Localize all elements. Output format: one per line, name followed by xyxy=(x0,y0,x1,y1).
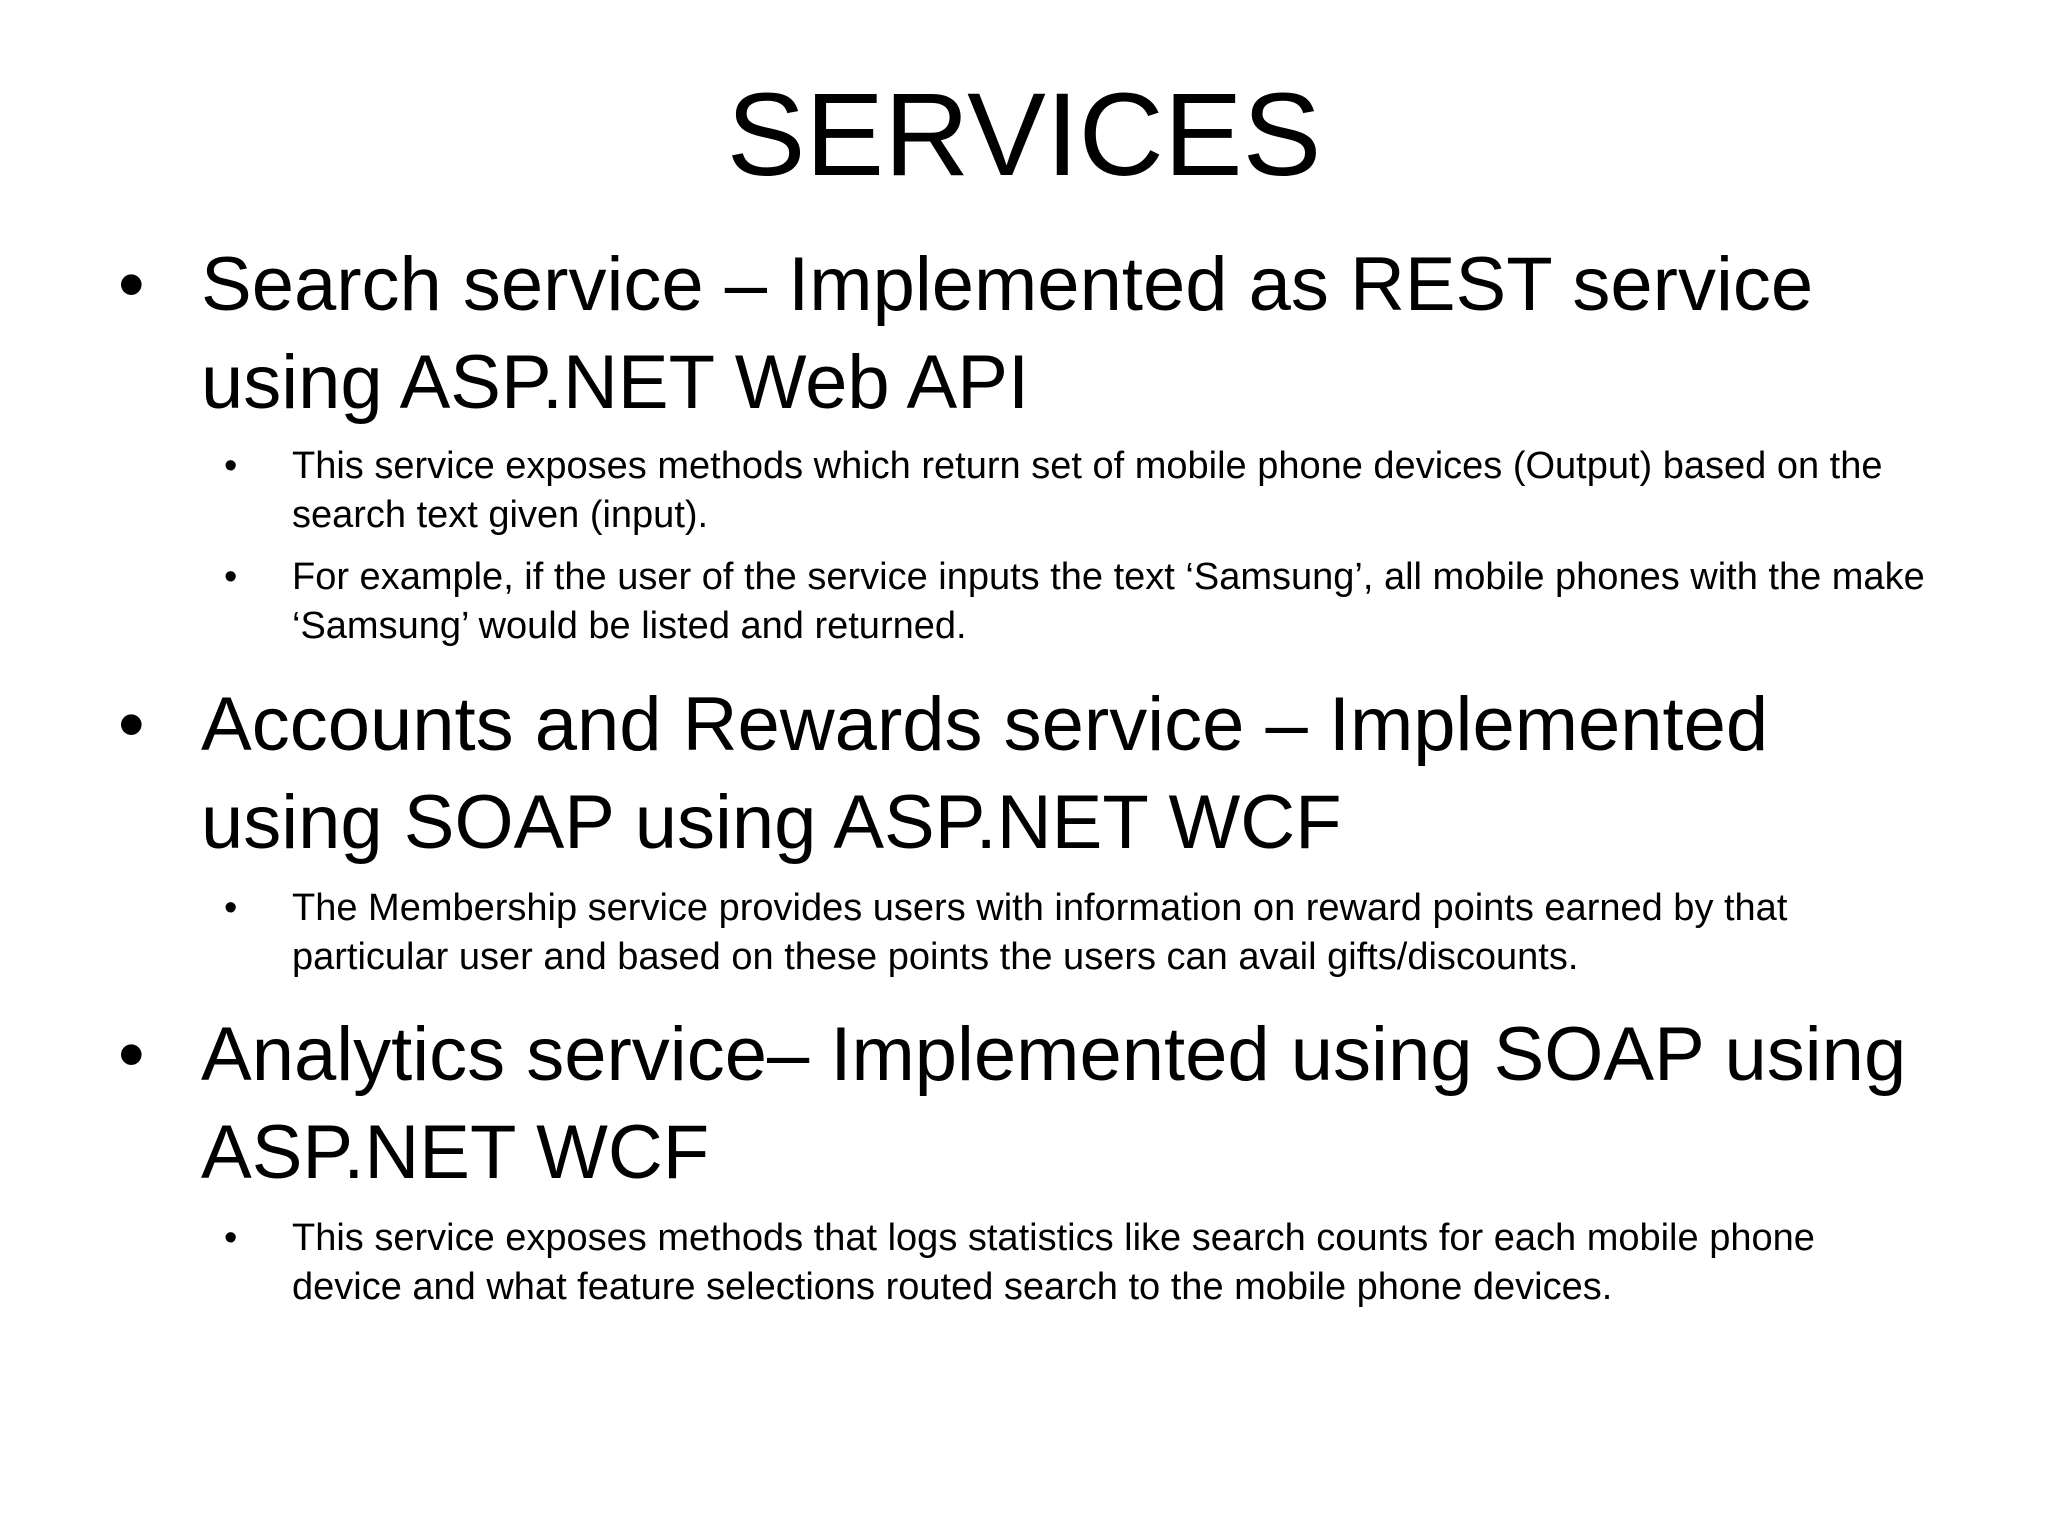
bullet-item-accounts-rewards-service xyxy=(118,676,1948,872)
bullet-icon: • xyxy=(118,1012,145,1097)
sub-bullet-text: This service exposes methods that logs statistics like search counts for each mobile phone device and what feature selections routed search to the mobile phone devices. xyxy=(292,1217,1815,1308)
slide-title: SERVICES xyxy=(726,69,1322,201)
bullet-item-search-service xyxy=(118,236,1948,432)
sub-bullet-icon: • xyxy=(224,445,238,487)
bullet-heading: Accounts and Rewards service – Implemented using SOAP using ASP.NET WCF xyxy=(201,682,1769,865)
bullet-heading: Search service – Implemented as REST service using ASP.NET Web API xyxy=(201,242,1814,425)
sub-bullet-icon: • xyxy=(224,1217,238,1259)
sub-bullet-icon: • xyxy=(224,887,238,929)
sub-bullet-icon: • xyxy=(224,556,238,598)
bullet-icon: • xyxy=(118,242,145,327)
sub-bullet-text: The Membership service provides users with information on reward points earned by that particular user and based on these points the users can avail gifts/discounts. xyxy=(292,887,1788,978)
sub-bullet-text: For example, if the user of the service inputs the text ‘Samsung’, all mobile phones with the make ‘Samsung’ would be listed and returned. xyxy=(292,556,1925,647)
bullet-icon: • xyxy=(118,682,145,767)
sub-bullet-item xyxy=(224,1214,1948,1312)
sub-bullet-item xyxy=(224,884,1948,982)
bullet-heading: Analytics service– Implemented using SOAP using ASP.NET WCF xyxy=(201,1012,1907,1195)
sub-bullet-item xyxy=(224,442,1948,540)
bullet-item-analytics-service xyxy=(118,1006,1948,1202)
sub-bullet-text: This service exposes methods which return set of mobile phone devices (Output) based on the search text given (input). xyxy=(292,445,1883,536)
sub-bullet-item xyxy=(224,553,1948,651)
